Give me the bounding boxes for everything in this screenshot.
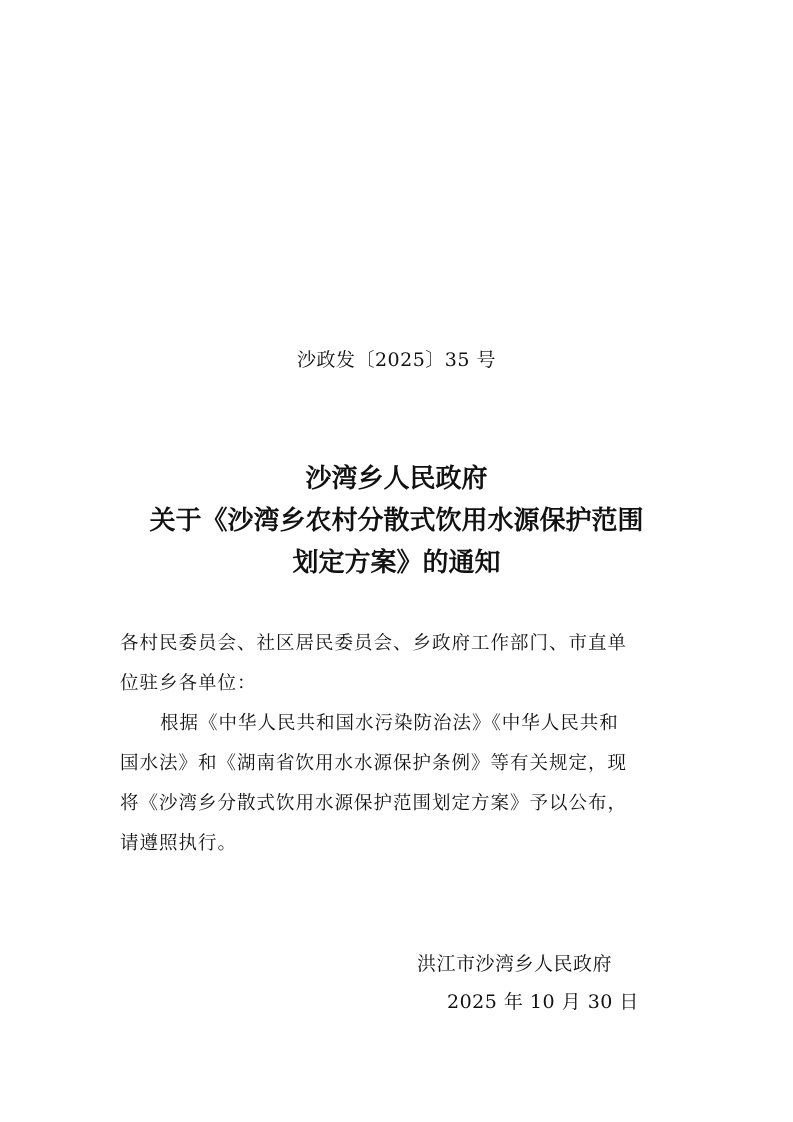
document-title	[0, 458, 793, 584]
body-line-3: 将《沙湾乡分散式饮用水源保护范围划定方案》予以公布，	[120, 793, 628, 814]
salutation-line-1: 各村民委员会、社区居民委员会、乡政府工作部门、市直单	[120, 633, 628, 654]
issuer-signature: 洪江市沙湾乡人民政府	[417, 953, 613, 975]
document-number: 沙政发〔2025〕35 号	[296, 349, 497, 371]
issue-date: 2025 年 10 月 30 日	[447, 991, 639, 1013]
body-line-1: 根据《中华人民共和国水污染防治法》《中华人民共和	[160, 713, 619, 734]
title-line-2: 关于《沙湾乡农村分散式饮用水源保护范围	[149, 506, 644, 536]
salutation-line-2: 位驻乡各单位：	[120, 673, 257, 694]
body-line-4: 请遵照执行。	[120, 833, 238, 854]
body-paragraph	[120, 704, 675, 864]
body-line-2: 国水法》和《湖南省饮用水水源保护条例》等有关规定，现	[120, 753, 628, 774]
salutation	[120, 624, 675, 704]
title-line-3: 划定方案》的通知	[292, 548, 501, 578]
title-line-1: 沙湾乡人民政府	[305, 464, 488, 494]
